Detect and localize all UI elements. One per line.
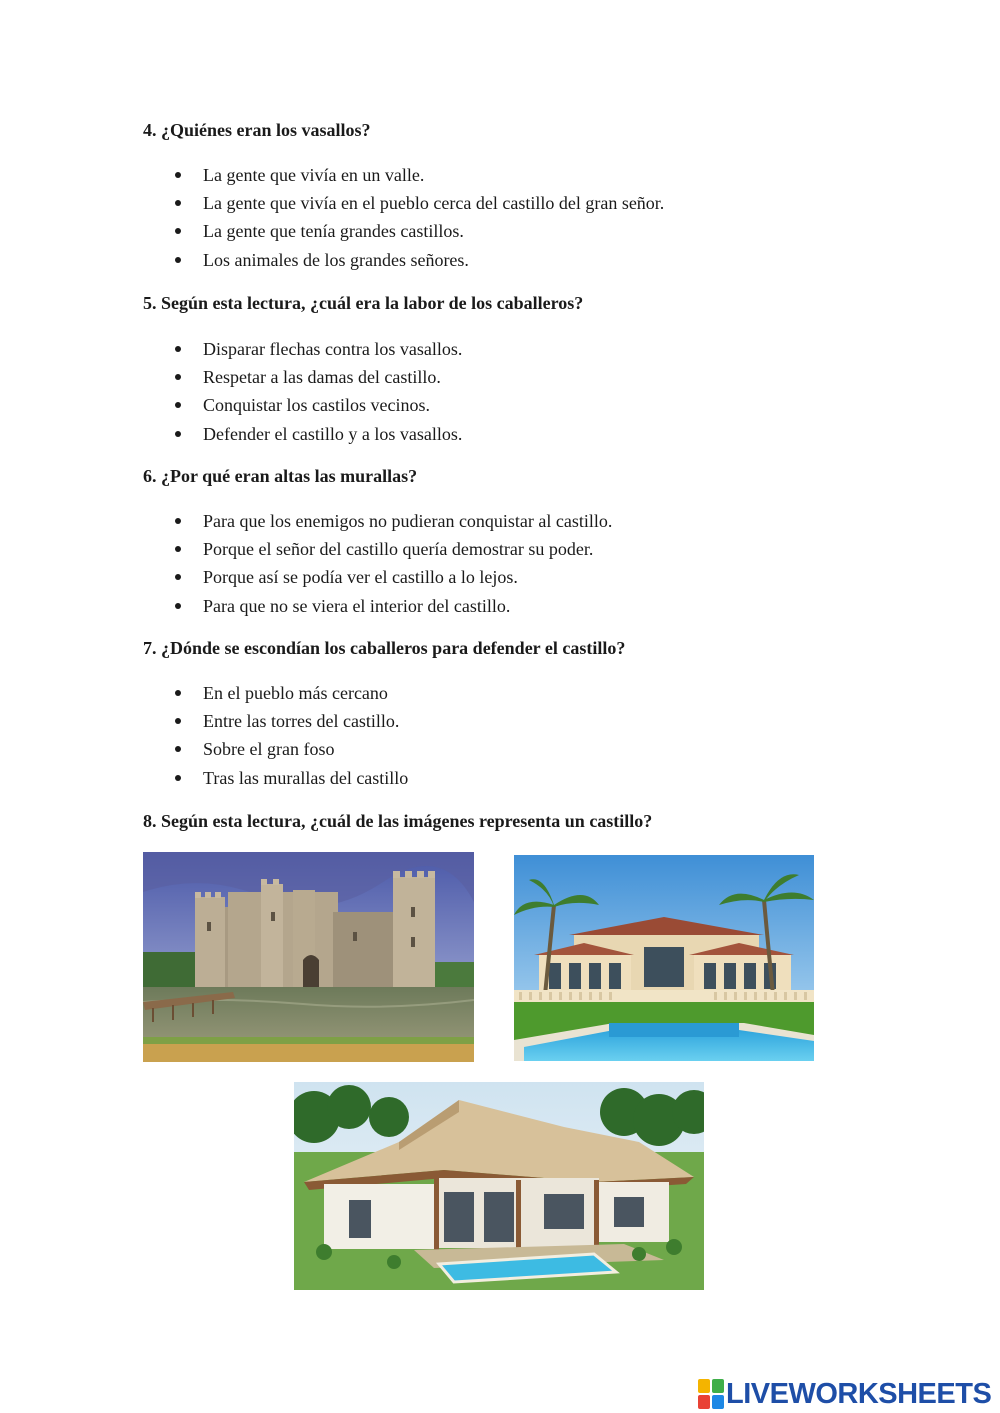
option-4d[interactable]: Los animales de los grandes señores.: [172, 246, 664, 274]
brand-mark-icon: [698, 1379, 724, 1409]
mansion-image[interactable]: [514, 855, 814, 1061]
question-5-options: [172, 335, 462, 448]
option-7c[interactable]: Sobre el gran foso: [172, 735, 408, 763]
option-4a[interactable]: La gente que vivía en un valle.: [172, 161, 664, 189]
option-6a[interactable]: Para que los enemigos no pudieran conquistar al castillo.: [172, 507, 612, 535]
question-5-title: 5. Según esta lectura, ¿cuál era la labor de los caballeros?: [143, 293, 584, 313]
logo-square-2: [712, 1379, 724, 1393]
option-5a[interactable]: Disparar flechas contra los vasallos.: [172, 335, 462, 363]
option-5d[interactable]: Defender el castillo y a los vasallos.: [172, 420, 462, 448]
option-5c[interactable]: Conquistar los castilos vecinos.: [172, 391, 462, 419]
question-4-title: 4. ¿Quiénes eran los vasallos?: [143, 120, 371, 140]
question-6-title: 6. ¿Por qué eran altas las murallas?: [143, 466, 418, 486]
logo-square-3: [698, 1395, 710, 1409]
logo-square-1: [698, 1379, 710, 1393]
option-7a[interactable]: En el pueblo más cercano: [172, 679, 408, 707]
logo-square-4: [712, 1395, 724, 1409]
question-7-options: [172, 679, 408, 792]
option-6b[interactable]: Porque el señor del castillo quería demostrar su poder.: [172, 535, 612, 563]
house-illustration: [294, 1082, 704, 1290]
castle-illustration: [143, 852, 474, 1062]
castle-image[interactable]: [143, 852, 474, 1062]
question-7-title: 7. ¿Dónde se escondían los caballeros para defender el castillo?: [143, 638, 626, 658]
option-7b[interactable]: Entre las torres del castillo.: [172, 707, 408, 735]
option-4b[interactable]: La gente que vivía en el pueblo cerca del castillo del gran señor.: [172, 189, 664, 217]
option-6c[interactable]: Porque así se podía ver el castillo a lo lejos.: [172, 563, 612, 591]
question-6-options: [172, 507, 612, 620]
question-8-title: 8. Según esta lectura, ¿cuál de las imágenes representa un castillo?: [143, 811, 653, 831]
option-5b[interactable]: Respetar a las damas del castillo.: [172, 363, 462, 391]
brand-name: LIVEWORKSHEETS: [726, 1378, 992, 1410]
question-4-options: [172, 161, 664, 274]
house-image[interactable]: [294, 1082, 704, 1290]
option-6d[interactable]: Para que no se viera el interior del castillo.: [172, 592, 612, 620]
mansion-illustration: [514, 855, 814, 1061]
option-4c[interactable]: La gente que tenía grandes castillos.: [172, 217, 664, 245]
liveworksheets-logo[interactable]: [698, 1377, 991, 1411]
option-7d[interactable]: Tras las murallas del castillo: [172, 764, 408, 792]
